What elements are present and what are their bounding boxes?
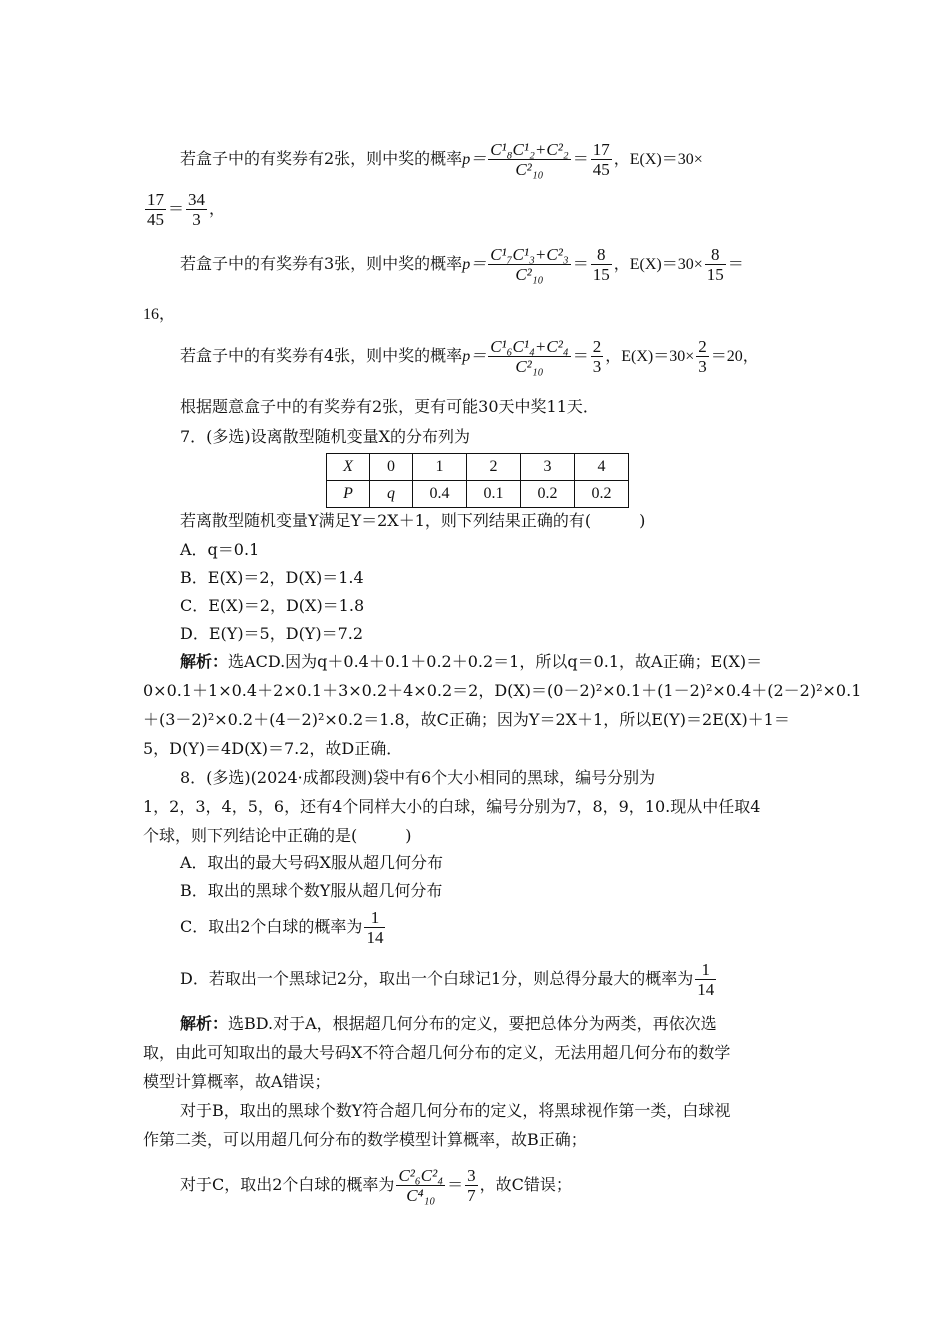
case4-mul-den: 3 — [698, 357, 707, 376]
case2-comb-den: C²₁₀ — [515, 160, 544, 179]
case2-prefix: 若盒子中的有奖券有2张，则中奖的概率 — [180, 149, 463, 168]
table-cell: q — [370, 481, 413, 508]
table-row-x — [327, 454, 629, 481]
q7-option-c: C．E(X)＝2，D(X)＝1.8 — [180, 596, 365, 615]
case3-line — [180, 245, 744, 284]
table-cell: 0.4 — [413, 481, 467, 508]
q8-stem-line-2: 1，2，3，4，5，6，还有4个同样大小的白球，编号分别为7，8，9，10.现从中任取4 — [143, 797, 761, 816]
case4-comb-fraction — [488, 337, 571, 376]
q8-option-d-fraction — [695, 960, 716, 999]
table-cell: 2 — [467, 454, 521, 481]
q7-solution-line-2: 0×0.1＋1×0.4＋2×0.1＋3×0.2＋4×0.2＝2，D(X)＝(0－2)²×0.1＋(1－2)²×0.4＋(2－2)²×0.1 — [143, 681, 862, 700]
q8-option-c-fraction — [364, 908, 385, 947]
q8-solution-line-3: 模型计算概率，故A错误； — [143, 1072, 331, 1091]
q8-c-suffix: ，故C错误； — [479, 1175, 572, 1194]
q8-c-fraction — [465, 1166, 478, 1205]
q8-option-a: A．取出的最大号码X服从超几何分布 — [180, 853, 443, 872]
q8-stem-line-3: 个球，则下列结论中正确的是( ) — [143, 826, 412, 845]
case2-line — [180, 140, 703, 179]
q8-option-d-text: D．若取出一个黑球记2分，取出一个白球记1分，则总得分最大的概率为 — [180, 969, 694, 988]
q8-c-eq: ＝ — [447, 1175, 464, 1194]
q8-solution-line-1 — [180, 1013, 717, 1035]
case2-comb-num: C¹₈C¹₂+C²₂ — [490, 140, 569, 159]
distribution-table — [326, 453, 629, 508]
case4-line — [180, 337, 759, 376]
case2-frac-den: 45 — [592, 160, 610, 179]
q7-stem: 7．(多选)设离散型随机变量X的分布列为 — [180, 427, 471, 446]
q8-option-c — [180, 908, 387, 947]
case2-cont-eq: ＝ — [168, 199, 185, 218]
case4-comb-num: C¹₆C¹₄+C²₄ — [490, 337, 569, 356]
q8-solution-label: 解析： — [180, 1014, 229, 1033]
q8-option-d-num: 1 — [695, 960, 716, 980]
q7-option-d: D．E(Y)＝5，D(Y)＝7.2 — [180, 624, 364, 643]
case2-res-den: 3 — [192, 210, 201, 229]
q8-c-comb-den: C⁴₁₀ — [406, 1186, 436, 1205]
case3-mul-den: 15 — [706, 265, 724, 284]
case3-fraction — [591, 245, 612, 284]
case3-frac-num: 8 — [591, 245, 612, 265]
table-cell: 1 — [413, 454, 467, 481]
case3-comb-fraction — [488, 245, 571, 284]
case4-frac-den: 3 — [592, 357, 602, 376]
case4-frac-num: 2 — [592, 337, 602, 356]
case4-mul-fraction — [696, 337, 709, 376]
q8-stem-line-1: 8．(多选)(2024·成都段测)袋中有6个大小相同的黑球，编号分别为 — [180, 768, 656, 787]
q8-option-b: B．取出的黑球个数Y服从超几何分布 — [180, 881, 443, 900]
table-cell: 4 — [575, 454, 629, 481]
case3-p: p＝ — [462, 256, 487, 273]
case2-p: p＝ — [462, 151, 487, 168]
case3-mul-num: 8 — [705, 245, 726, 265]
q7-solution-text: 选ACD.因为q＋0.4＋0.1＋0.2＋0.2＝1，所以q＝0.1，故A正确；E(X)＝ — [228, 652, 763, 671]
case4-p: p＝ — [462, 348, 487, 365]
case4-suffix: ＝20， — [710, 348, 759, 365]
table-cell: 0.2 — [575, 481, 629, 508]
case3-continuation: 16， — [143, 306, 176, 323]
q8-option-c-num: 1 — [364, 908, 385, 928]
q8-c-comb-num: C²₆C²₄ — [398, 1166, 444, 1185]
case2-res-num: 34 — [188, 190, 206, 209]
case4-eq: ＝ — [572, 346, 589, 365]
case4-prefix: 若盒子中的有奖券有4张，则中奖的概率 — [180, 346, 463, 365]
q8-c-den: 7 — [467, 1186, 476, 1205]
q8-c-comb-fraction — [396, 1166, 445, 1205]
table-cell: 3 — [521, 454, 575, 481]
q8-option-c-den: 14 — [366, 928, 384, 947]
case4-fraction — [591, 337, 604, 376]
table-cell: 0.2 — [521, 481, 575, 508]
table-cell: 0.1 — [467, 481, 521, 508]
case3-suffix: ＝ — [727, 254, 744, 273]
case3-frac-den: 15 — [592, 265, 610, 284]
case3-prefix: 若盒子中的有奖券有3张，则中奖的概率 — [180, 254, 463, 273]
case4-mul-num: 2 — [698, 337, 707, 356]
case3-comb-num: C¹₇C¹₃+C²₃ — [490, 245, 569, 264]
case2-cont-den: 45 — [147, 210, 164, 229]
q7-solution-label: 解析： — [180, 652, 229, 671]
q8-c-num: 3 — [467, 1166, 476, 1185]
q7-solution-line-1 — [180, 651, 762, 673]
case3-comb-den: C²₁₀ — [515, 265, 544, 284]
q8-solution-line-2: 取，由此可知取出的最大号码X不符合超几何分布的定义，无法用超几何分布的数学 — [143, 1043, 731, 1062]
q7-option-b: B．E(X)＝2，D(X)＝1.4 — [180, 568, 364, 587]
q7-option-a: A．q＝0.1 — [180, 540, 260, 559]
table-cell: X — [327, 454, 370, 481]
table-cell: 0 — [370, 454, 413, 481]
q8-option-c-text: C．取出2个白球的概率为 — [180, 917, 363, 936]
q6-conclusion: 根据题意盒子中的有奖券有2张，更有可能30天中奖11天． — [180, 397, 599, 416]
q8-c-prefix: 对于C，取出2个白球的概率为 — [180, 1175, 395, 1194]
case3-mid: ，E(X)＝30× — [613, 256, 703, 273]
q7-stem2: 若离散型随机变量Y满足Y＝2X＋1，则下列结果正确的有( ) — [180, 511, 646, 530]
q8-solution-line-5: 作第二类，可以用超几何分布的数学模型计算概率，故B正确； — [143, 1130, 587, 1149]
case2-result-fraction — [186, 190, 207, 229]
case4-mid: ，E(X)＝30× — [605, 348, 695, 365]
case3-mul-fraction — [705, 245, 726, 284]
case2-comb-fraction — [488, 140, 571, 179]
case2-continuation — [143, 190, 225, 229]
case3-eq: ＝ — [572, 254, 589, 273]
q8-solution-c-line — [180, 1166, 572, 1205]
case2-cont-end: ， — [209, 199, 226, 218]
q8-option-d — [180, 960, 718, 999]
case2-suffix: ，E(X)＝30× — [613, 151, 703, 168]
q8-solution-text: 选BD.对于A，根据超几何分布的定义，要把总体分为两类，再依次选 — [228, 1014, 717, 1033]
case2-cont-fraction — [145, 190, 166, 229]
table-row-p — [327, 481, 629, 508]
table-cell: P — [327, 481, 370, 508]
q7-solution-line-3: ＋(3－2)²×0.2＋(4－2)²×0.2＝1.8，故C正确；因为Y＝2X＋1，所以E(Y)＝2E(X)＋1＝ — [143, 710, 790, 729]
case2-cont-num: 17 — [147, 190, 164, 209]
case2-frac-num: 17 — [592, 140, 610, 159]
q7-solution-line-4: 5，D(Y)＝4D(X)＝7.2，故D正确． — [143, 739, 403, 758]
case2-fraction — [591, 140, 612, 179]
q8-option-d-den: 14 — [697, 980, 715, 999]
case2-eq: ＝ — [572, 149, 589, 168]
case4-comb-den: C²₁₀ — [515, 357, 544, 376]
q8-solution-line-4: 对于B，取出的黑球个数Y符合超几何分布的定义，将黑球视作第一类，白球视 — [180, 1101, 731, 1120]
